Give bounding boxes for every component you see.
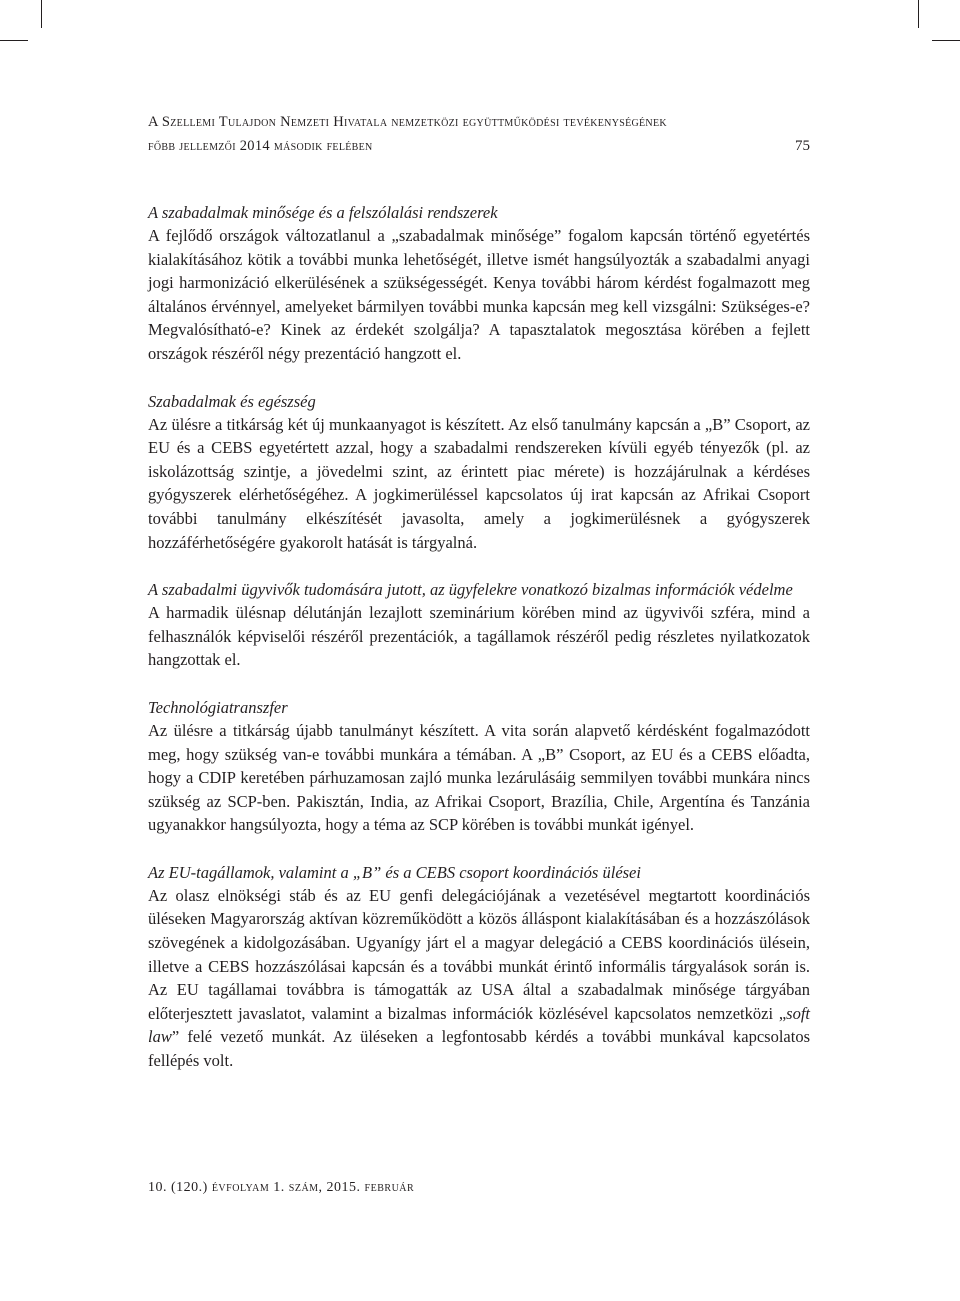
crop-mark-right xyxy=(918,0,919,28)
section-paragraph xyxy=(148,884,810,1073)
section-heading: Szabadalmak és egészség xyxy=(148,391,316,411)
issue-footer: 10. (120.) évfolyam 1. szám, 2015. február xyxy=(148,1180,415,1195)
article-body xyxy=(148,201,810,1097)
italic-term: soft law xyxy=(148,1003,810,1047)
crop-mark-left xyxy=(41,0,42,28)
section-paragraph: A harmadik ülésnap délutánján lezajlott szeminárium körében mind az ügyvivői szféra, mind a felhasználók képviselői részéről prezentációk, a tagállamok részéről pedig részletes nyilatkozatok hangzottak el. xyxy=(148,603,810,670)
section-paragraph: A fejlődő országok változatlanul a „szabadalmak minősége” fogalom kapcsán történő egyetértés kialakításához kötik a további munka lehetőségét, illetve ismét hangsúlyozták a szabadalmi anyagi jogi harmonizáció elkerülésének a szükségességét. Kenya további három kérdést fogalmazott meg általános érvénnyel, amelyeket bármilyen további munka kapcsán meg kell vizsgálni: Szükséges-e? Megvalósítható-e? Kinek az érdekét szolgálja? A tapasztalatok megosztása körében a fejlett országok részéről négy prezentáció hangzott el. xyxy=(148,226,810,363)
section-technology-transfer xyxy=(148,696,810,837)
section-heading: Technológiatranszfer xyxy=(148,697,288,717)
section-paragraph: Az ülésre a titkárság újabb tanulmányt készített. A vita során alapvető kérdésként fogalmazódott meg, hogy szükség van-e további munkára a témában. A „B” Csoport, az EU és a CEBS előadta, hogy a CDIP keretében párhuzamosan zajló munka lezárulásáig semmilyen további munkára nincs szükség az SCP-ben. Pakisztán, India, az Afrikai Csoport, Brazília, Chile, Argentína és Tanzánia ugyanakkor hangsúlyozta, hogy a téma az SCP körében is további munkát igényel. xyxy=(148,720,810,835)
running-title-line2: főbb jellemzői 2014 második felében xyxy=(148,138,373,154)
section-heading: A szabadalmak minősége és a felszólalási rendszerek xyxy=(148,203,498,222)
section-heading: Az EU-tagállamok, valamint a „B” és a CEBS csoport koordinációs ülései xyxy=(148,862,641,882)
section-patent-quality xyxy=(148,201,810,366)
section-paragraph: Az ülésre a titkárság két új munkaanyagot is készített. Az első tanulmány kapcsán a „B” Csoport, az EU és a CEBS egyetértett azzal, hogy a szabadalmi rendszereken kívüli egyéb tényezők (pl. az iskolázottság szintje, a jövedelmi szint, az érintett piac mérete) is hozzájárulnak a kérdéses gyógyszerek elérhetőségéhez. A jogkimerüléssel kapcsolatos új irat kapcsán az Afrikai Csoport további tanulmány elkészítését javasolta, amely a jogkimerülésnek a gyógyszerek hozzáférhetőségére gyakorolt hatását is tárgyalná. xyxy=(148,414,810,552)
crop-mark-right xyxy=(932,40,960,41)
section-coordination-meetings xyxy=(148,861,810,1073)
running-title-line1: A Szellemi Tulajdon Nemzeti Hivatala nemzetközi együttműködési tevékenységének xyxy=(148,114,667,130)
crop-mark-left xyxy=(0,40,28,41)
paragraph-text: ” felé vezető munkát. Az üléseken a legfontosabb kérdés a további munkával kapcsolatos fellépés volt. xyxy=(148,1027,810,1071)
section-confidentiality xyxy=(148,578,810,672)
paragraph-text: Az olasz elnökségi stáb és az EU genfi delegációjának a vezetésével megtartott koordinációs üléseken Magyarország aktívan közreműködött a közös álláspont kialakításában és a hozzászólások szövegének a kidolgozásában. Ugyanígy járt el a magyar delegáció a CEBS koordinációs ülésein, illetve a CEBS hozzászólásai kapcsán és a további munkát érintő informális tárgyalások során is. Az EU tagállamai továbbra is támogatták az USA által a szabadalmak minősége tárgyában előterjesztett javaslatot, valamint a bizalmas információk közlésével kapcsolatos nemzetközi „ xyxy=(148,885,810,1023)
running-head xyxy=(148,110,810,158)
section-patents-health xyxy=(148,390,810,555)
section-heading: A szabadalmi ügyvivők tudomására jutott, az ügyfelekre vonatkozó bizalmas információk védelme xyxy=(148,580,793,600)
page-number: 75 xyxy=(795,138,810,154)
